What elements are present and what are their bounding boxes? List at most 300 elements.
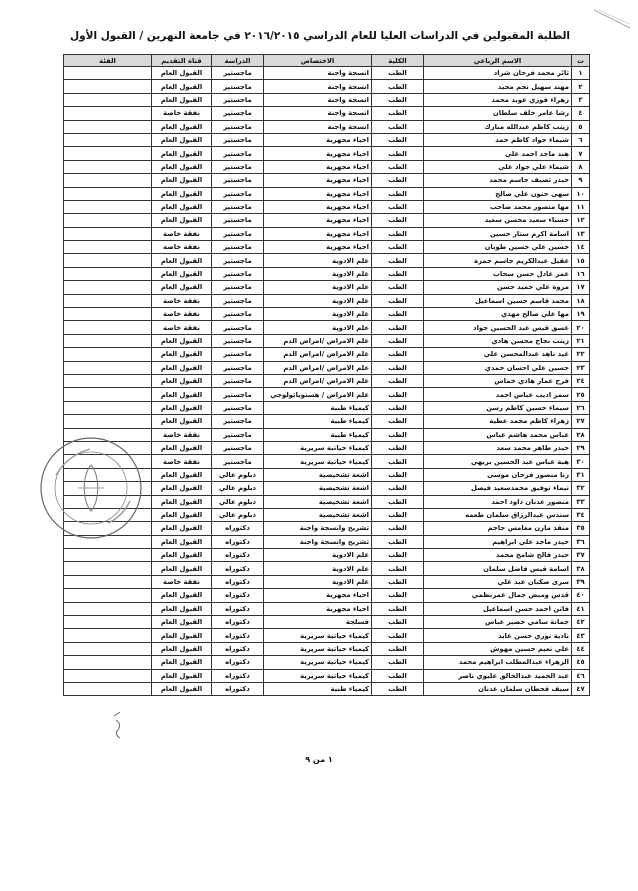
table-row <box>64 629 590 642</box>
college: الطب <box>372 334 424 347</box>
specialty: كيمياء حياتية سريرية <box>264 455 372 468</box>
specialty: اشعة تشخيصية <box>264 508 372 521</box>
category <box>64 589 152 602</box>
student-name: نادية نوري حسن عايد <box>424 629 572 642</box>
row-index: ٣٩ <box>572 575 590 588</box>
table-row <box>64 562 590 575</box>
college: الطب <box>372 441 424 454</box>
row-index: ٤٣ <box>572 629 590 642</box>
table-row <box>64 415 590 428</box>
category <box>64 629 152 642</box>
student-name: تيماء توفيق محمدسعيد فيصل <box>424 482 572 495</box>
specialty: علم الادوية <box>264 562 372 575</box>
category <box>64 388 152 401</box>
row-index: ٤٦ <box>572 669 590 682</box>
study-level: ماجستير <box>212 107 264 120</box>
row-index: ١٩ <box>572 308 590 321</box>
row-index: ١٠ <box>572 187 590 200</box>
admission-channel: القبول العام <box>152 133 212 146</box>
row-index: ٨ <box>572 160 590 173</box>
category <box>64 241 152 254</box>
student-name: فرح عمار هادي خماس <box>424 374 572 387</box>
student-name: سيف قحطان سلمان عدنان <box>424 682 572 695</box>
specialty: كيمياء حياتية سريرية <box>264 441 372 454</box>
admission-channel: القبول العام <box>152 441 212 454</box>
specialty: كيمياء حياتية سريرية <box>264 642 372 655</box>
student-name: منصور عدنان داود احمد <box>424 495 572 508</box>
row-index: ٤٧ <box>572 682 590 695</box>
admission-channel: القبول العام <box>152 562 212 575</box>
page-corner-fold <box>592 8 632 32</box>
admission-channel: نفقة خاصة <box>152 455 212 468</box>
row-index: ٣٢ <box>572 482 590 495</box>
admission-channel: القبول العام <box>152 629 212 642</box>
specialty: انسجة واجنة <box>264 120 372 133</box>
category <box>64 147 152 160</box>
student-name: حيدر فالح شامخ محمد <box>424 549 572 562</box>
admission-channel: القبول العام <box>152 508 212 521</box>
college: الطب <box>372 120 424 133</box>
admission-channel: نفقة خاصة <box>152 294 212 307</box>
specialty: اشعة تشخيصية <box>264 495 372 508</box>
table-row <box>64 241 590 254</box>
row-index: ٤٤ <box>572 642 590 655</box>
college: الطب <box>372 267 424 280</box>
row-index: ٣٨ <box>572 562 590 575</box>
category <box>64 562 152 575</box>
student-name: غيد ناهد عبدالمحسن علي <box>424 348 572 361</box>
admission-channel: نفقة خاصة <box>152 241 212 254</box>
admission-channel: القبول العام <box>152 348 212 361</box>
table-row <box>64 616 590 629</box>
category <box>64 294 152 307</box>
student-name: رنا منصور فرحان موسى <box>424 468 572 481</box>
category <box>64 682 152 695</box>
header-channel: قناة التقديم <box>152 55 212 67</box>
study-level: ماجستير <box>212 241 264 254</box>
college: الطب <box>372 482 424 495</box>
student-name: سمر اديب عباس احمد <box>424 388 572 401</box>
college: الطب <box>372 508 424 521</box>
student-name: عمر عادل حسن سحاب <box>424 267 572 280</box>
study-level: دكتوراه <box>212 616 264 629</box>
row-index: ٣٤ <box>572 508 590 521</box>
study-level: ماجستير <box>212 401 264 414</box>
college: الطب <box>372 107 424 120</box>
category <box>64 669 152 682</box>
category <box>64 348 152 361</box>
study-level: دكتوراه <box>212 629 264 642</box>
row-index: ١ <box>572 67 590 80</box>
study-level: ماجستير <box>212 214 264 227</box>
row-index: ٢٧ <box>572 415 590 428</box>
admission-channel: القبول العام <box>152 93 212 106</box>
specialty: احياء مجهرية <box>264 589 372 602</box>
admission-channel: القبول العام <box>152 214 212 227</box>
category <box>64 602 152 615</box>
college: الطب <box>372 602 424 615</box>
college: الطب <box>372 227 424 240</box>
table-row <box>64 93 590 106</box>
student-name: اسامة قيس فاضل سلمان <box>424 562 572 575</box>
row-index: ١٢ <box>572 214 590 227</box>
table-row <box>64 308 590 321</box>
study-level: ماجستير <box>212 254 264 267</box>
category <box>64 160 152 173</box>
admission-channel: القبول العام <box>152 401 212 414</box>
row-index: ٢٦ <box>572 401 590 414</box>
row-index: ٢٠ <box>572 321 590 334</box>
specialty: احياء مجهرية <box>264 133 372 146</box>
study-level: دكتوراه <box>212 669 264 682</box>
admission-channel: القبول العام <box>152 669 212 682</box>
college: الطب <box>372 495 424 508</box>
college: الطب <box>372 656 424 669</box>
specialty: احياء مجهرية <box>264 200 372 213</box>
table-row <box>64 67 590 80</box>
category <box>64 214 152 227</box>
college: الطب <box>372 187 424 200</box>
row-index: ١٤ <box>572 241 590 254</box>
college: الطب <box>372 575 424 588</box>
college: الطب <box>372 67 424 80</box>
admission-channel: القبول العام <box>152 80 212 93</box>
admission-channel: نفقة خاصة <box>152 107 212 120</box>
admission-channel: نفقة خاصة <box>152 575 212 588</box>
student-name: شيماء علي جواد علي <box>424 160 572 173</box>
category <box>64 321 152 334</box>
college: الطب <box>372 200 424 213</box>
study-level: دبلوم عالي <box>212 482 264 495</box>
row-index: ٦ <box>572 133 590 146</box>
specialty: احياء مجهرية <box>264 187 372 200</box>
college: الطب <box>372 522 424 535</box>
student-name: زينب كاظم عبدالله مبارك <box>424 120 572 133</box>
college: الطب <box>372 174 424 187</box>
header-study: الدراسة <box>212 55 264 67</box>
admission-channel: القبول العام <box>152 361 212 374</box>
category <box>64 80 152 93</box>
category <box>64 267 152 280</box>
specialty: تشريح وانسجة واجنة <box>264 522 372 535</box>
student-name: زهراء كاظم محمد عطية <box>424 415 572 428</box>
study-level: ماجستير <box>212 428 264 441</box>
table-header-row <box>64 55 590 67</box>
table-row <box>64 374 590 387</box>
row-index: ٤٠ <box>572 589 590 602</box>
category <box>64 401 152 414</box>
row-index: ٢٢ <box>572 348 590 361</box>
category <box>64 107 152 120</box>
college: الطب <box>372 468 424 481</box>
admission-channel: القبول العام <box>152 160 212 173</box>
document-title: الطلبة المقبولين في الدراسات العليا للعام الدراسي ٢٠١٦/٢٠١٥ في جامعة النهرين / القبول الأول <box>69 30 571 42</box>
specialty: انسجة واجنة <box>264 107 372 120</box>
study-level: ماجستير <box>212 160 264 173</box>
table-row <box>64 80 590 93</box>
college: الطب <box>372 401 424 414</box>
row-index: ٣٧ <box>572 549 590 562</box>
college: الطب <box>372 160 424 173</box>
specialty: علم الادوية <box>264 254 372 267</box>
specialty: علم الادوية <box>264 294 372 307</box>
row-index: ١٧ <box>572 281 590 294</box>
study-level: دكتوراه <box>212 575 264 588</box>
specialty: كيمياء طبية <box>264 428 372 441</box>
college: الطب <box>372 281 424 294</box>
study-level: ماجستير <box>212 93 264 106</box>
admission-channel: القبول العام <box>152 147 212 160</box>
admission-channel: القبول العام <box>152 495 212 508</box>
category <box>64 308 152 321</box>
table-row <box>64 401 590 414</box>
category <box>64 187 152 200</box>
study-level: دكتوراه <box>212 562 264 575</box>
admission-channel: القبول العام <box>152 642 212 655</box>
specialty: احياء مجهرية <box>264 602 372 615</box>
study-level: دكتوراه <box>212 522 264 535</box>
student-name: غسق قيس عبد الحسين جواد <box>424 321 572 334</box>
header-college: الكلية <box>372 55 424 67</box>
category <box>64 575 152 588</box>
college: الطب <box>372 133 424 146</box>
college: الطب <box>372 682 424 695</box>
table-row <box>64 682 590 695</box>
study-level: دكتوراه <box>212 589 264 602</box>
row-index: ٢٩ <box>572 441 590 454</box>
study-level: دكتوراه <box>212 642 264 655</box>
student-name: سيماء حسين كاظم رسن <box>424 401 572 414</box>
row-index: ٧ <box>572 147 590 160</box>
category <box>64 374 152 387</box>
specialty: علم الادوية <box>264 281 372 294</box>
admission-channel: القبول العام <box>152 415 212 428</box>
row-index: ٤ <box>572 107 590 120</box>
specialty: اشعة تشخيصية <box>264 482 372 495</box>
specialty: احياء مجهرية <box>264 174 372 187</box>
student-name: هبة عباس عبد الحسين بريهي <box>424 455 572 468</box>
category <box>64 281 152 294</box>
student-name: جمانة سامي خضير عباس <box>424 616 572 629</box>
study-level: ماجستير <box>212 67 264 80</box>
study-level: ماجستير <box>212 200 264 213</box>
table-row <box>64 348 590 361</box>
admission-channel: القبول العام <box>152 267 212 280</box>
college: الطب <box>372 589 424 602</box>
study-level: دكتوراه <box>212 535 264 548</box>
admission-channel: القبول العام <box>152 120 212 133</box>
table-row <box>64 107 590 120</box>
row-index: ٣١ <box>572 468 590 481</box>
category <box>64 642 152 655</box>
admission-channel: نفقة خاصة <box>152 428 212 441</box>
admission-channel: القبول العام <box>152 254 212 267</box>
table-row <box>64 227 590 240</box>
row-index: ١٨ <box>572 294 590 307</box>
college: الطب <box>372 214 424 227</box>
admission-channel: القبول العام <box>152 200 212 213</box>
college: الطب <box>372 669 424 682</box>
table-row <box>64 281 590 294</box>
admission-channel: القبول العام <box>152 602 212 615</box>
study-level: ماجستير <box>212 80 264 93</box>
category <box>64 616 152 629</box>
row-index: ١٣ <box>572 227 590 240</box>
specialty: احياء مجهرية <box>264 160 372 173</box>
header-index: ت <box>572 55 590 67</box>
row-index: ٢٤ <box>572 374 590 387</box>
row-index: ٤٢ <box>572 616 590 629</box>
row-index: ١١ <box>572 200 590 213</box>
study-level: ماجستير <box>212 441 264 454</box>
college: الطب <box>372 254 424 267</box>
study-level: ماجستير <box>212 120 264 133</box>
study-level: ماجستير <box>212 147 264 160</box>
study-level: دبلوم عالي <box>212 468 264 481</box>
row-index: ٤٥ <box>572 656 590 669</box>
student-name: عباس محمد هاشم عباس <box>424 428 572 441</box>
category <box>64 133 152 146</box>
category <box>64 227 152 240</box>
table-row <box>64 575 590 588</box>
admission-channel: القبول العام <box>152 535 212 548</box>
admission-channel: القبول العام <box>152 682 212 695</box>
student-name: حيدر طاهر محمد سعد <box>424 441 572 454</box>
student-name: مها منصور محمد صاحب <box>424 200 572 213</box>
college: الطب <box>372 415 424 428</box>
study-level: ماجستير <box>212 388 264 401</box>
student-name: مها علي صالح مهدي <box>424 308 572 321</box>
admission-channel: القبول العام <box>152 522 212 535</box>
college: الطب <box>372 361 424 374</box>
student-name: ثائر محمد فرحان شراد <box>424 67 572 80</box>
row-index: ١٦ <box>572 267 590 280</box>
college: الطب <box>372 388 424 401</box>
specialty: علم الامراض /امراض الدم <box>264 361 372 374</box>
row-index: ٣٦ <box>572 535 590 548</box>
admission-channel: القبول العام <box>152 482 212 495</box>
category <box>64 93 152 106</box>
category <box>64 200 152 213</box>
table-row <box>64 334 590 347</box>
table-row <box>64 361 590 374</box>
header-specialty: الاختصاص <box>264 55 372 67</box>
specialty: علم الادوية <box>264 308 372 321</box>
table-row <box>64 214 590 227</box>
row-index: ٢٣ <box>572 361 590 374</box>
admission-channel: القبول العام <box>152 589 212 602</box>
study-level: دكتوراه <box>212 549 264 562</box>
admission-channel: القبول العام <box>152 468 212 481</box>
table-row <box>64 549 590 562</box>
table-row <box>64 589 590 602</box>
student-name: عقيل عبدالكريم جاسم حمزة <box>424 254 572 267</box>
table-row <box>64 321 590 334</box>
study-level: دبلوم عالي <box>212 495 264 508</box>
specialty: كيمياء حياتية سريرية <box>264 629 372 642</box>
specialty: كيمياء حياتية سريرية <box>264 656 372 669</box>
student-name: عبد الحميد عبدالخالق عليوي ناصر <box>424 669 572 682</box>
student-name: فاتن احمد حسن اسماعيل <box>424 602 572 615</box>
college: الطب <box>372 348 424 361</box>
row-index: ٣ <box>572 93 590 106</box>
study-level: دبلوم عالي <box>212 508 264 521</box>
handwritten-mark <box>110 710 132 740</box>
college: الطب <box>372 147 424 160</box>
student-name: سهى حنون علي صالح <box>424 187 572 200</box>
specialty: علم الامراض / هستوباثولوجي <box>264 388 372 401</box>
study-level: ماجستير <box>212 334 264 347</box>
student-name: الزهراء عبدالمطلب ابراهيم محمد <box>424 656 572 669</box>
student-name: مهند سهيل نجم مجيد <box>424 80 572 93</box>
study-level: دكتوراه <box>212 602 264 615</box>
table-row <box>64 642 590 655</box>
study-level: ماجستير <box>212 455 264 468</box>
university-stamp <box>38 435 144 541</box>
specialty: كيمياء حياتية سريرية <box>264 669 372 682</box>
row-index: ٩ <box>572 174 590 187</box>
specialty: كيمياء طبية <box>264 401 372 414</box>
college: الطب <box>372 549 424 562</box>
specialty: علم الادوية <box>264 549 372 562</box>
category <box>64 174 152 187</box>
student-name: حسناء سعيد محسن سعيد <box>424 214 572 227</box>
study-level: ماجستير <box>212 321 264 334</box>
study-level: ماجستير <box>212 133 264 146</box>
specialty: اشعة تشخيصية <box>264 468 372 481</box>
row-index: ٢ <box>572 80 590 93</box>
admission-channel: القبول العام <box>152 388 212 401</box>
student-name: مروة علي حميد حسن <box>424 281 572 294</box>
specialty: علم الادوية <box>264 267 372 280</box>
admission-channel: القبول العام <box>152 187 212 200</box>
admission-channel: نفقة خاصة <box>152 321 212 334</box>
category <box>64 415 152 428</box>
admission-channel: نفقة خاصة <box>152 227 212 240</box>
row-index: ٣٠ <box>572 455 590 468</box>
specialty: كيمياء طبية <box>264 415 372 428</box>
specialty: انسجة واجنة <box>264 80 372 93</box>
student-name: سندس عبدالرزاق سلمان طعمه <box>424 508 572 521</box>
college: الطب <box>372 535 424 548</box>
row-index: ٣٣ <box>572 495 590 508</box>
student-name: اسامة اكرم ستار حسين <box>424 227 572 240</box>
student-name: حيدر ماجد علي ابراهيم <box>424 535 572 548</box>
row-index: ٥ <box>572 120 590 133</box>
row-index: ٣٥ <box>572 522 590 535</box>
college: الطب <box>372 80 424 93</box>
student-name: زينب نجاح محسن هادي <box>424 334 572 347</box>
study-level: ماجستير <box>212 267 264 280</box>
college: الطب <box>372 241 424 254</box>
study-level: ماجستير <box>212 227 264 240</box>
study-level: ماجستير <box>212 348 264 361</box>
college: الطب <box>372 455 424 468</box>
study-level: ماجستير <box>212 281 264 294</box>
student-name: حيدر تصيف جاسم محمد <box>424 174 572 187</box>
specialty: انسجة واجنة <box>264 67 372 80</box>
college: الطب <box>372 93 424 106</box>
header-name: الاسم الرباعي <box>424 55 572 67</box>
table-row <box>64 120 590 133</box>
table-row <box>64 174 590 187</box>
table-row <box>64 267 590 280</box>
college: الطب <box>372 616 424 629</box>
study-level: ماجستير <box>212 308 264 321</box>
college: الطب <box>372 629 424 642</box>
students-table <box>63 54 590 696</box>
table-row <box>64 147 590 160</box>
